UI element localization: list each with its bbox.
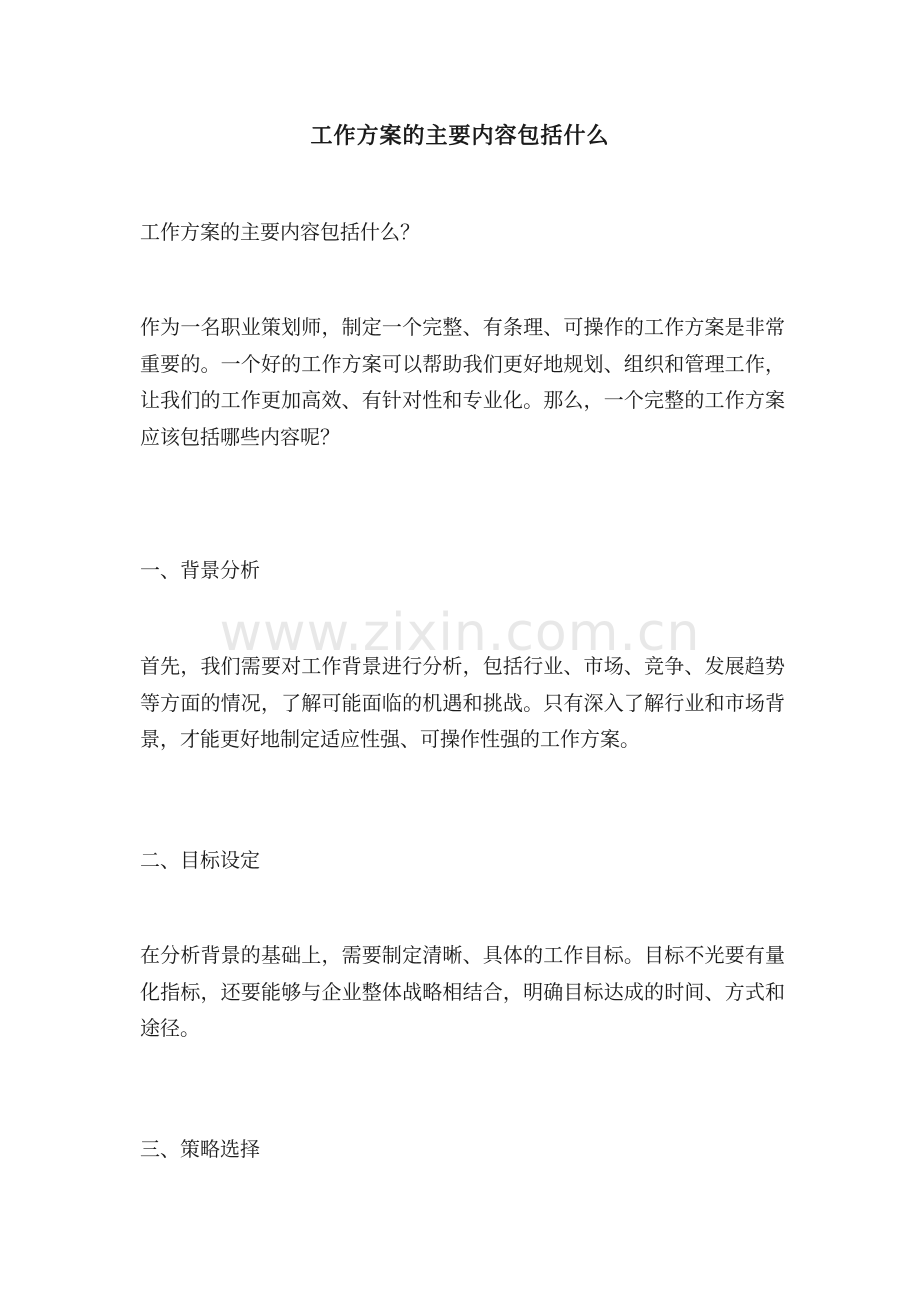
paragraph-question: 工作方案的主要内容包括什么？ — [140, 220, 420, 244]
heading-background-analysis: 一、背景分析 — [140, 558, 260, 582]
watermark-text: www.zixin.com.cn — [219, 603, 701, 663]
heading-strategy-selection: 三、策略选择 — [140, 1137, 260, 1161]
document-title: 工作方案的主要内容包括什么 — [310, 123, 610, 149]
paragraph-background-analysis: 首先，我们需要对工作背景进行分析，包括行业、市场、竞争、发展趋势等方面的情况，了解可能面临的机遇和挑战。只有深入了解行业和市场背景，才能更好地制定适应性强、可操作性强的工作方案。 — [140, 654, 785, 751]
paragraph-intro: 作为一名职业策划师，制定一个完整、有条理、可操作的工作方案是非常重要的。一个好的工作方案可以帮助我们更好地规划、组织和管理工作，让我们的工作更加高效、有针对性和专业化。那么，一个完整的工作方案应该包括哪些内容呢？ — [140, 315, 785, 449]
paragraph-goal-setting: 在分析背景的基础上，需要制定清晰、具体的工作目标。目标不光要有量化指标，还要能够与企业整体战略相结合，明确目标达成的时间、方式和途径。 — [140, 943, 785, 1040]
heading-goal-setting: 二、目标设定 — [140, 848, 260, 872]
